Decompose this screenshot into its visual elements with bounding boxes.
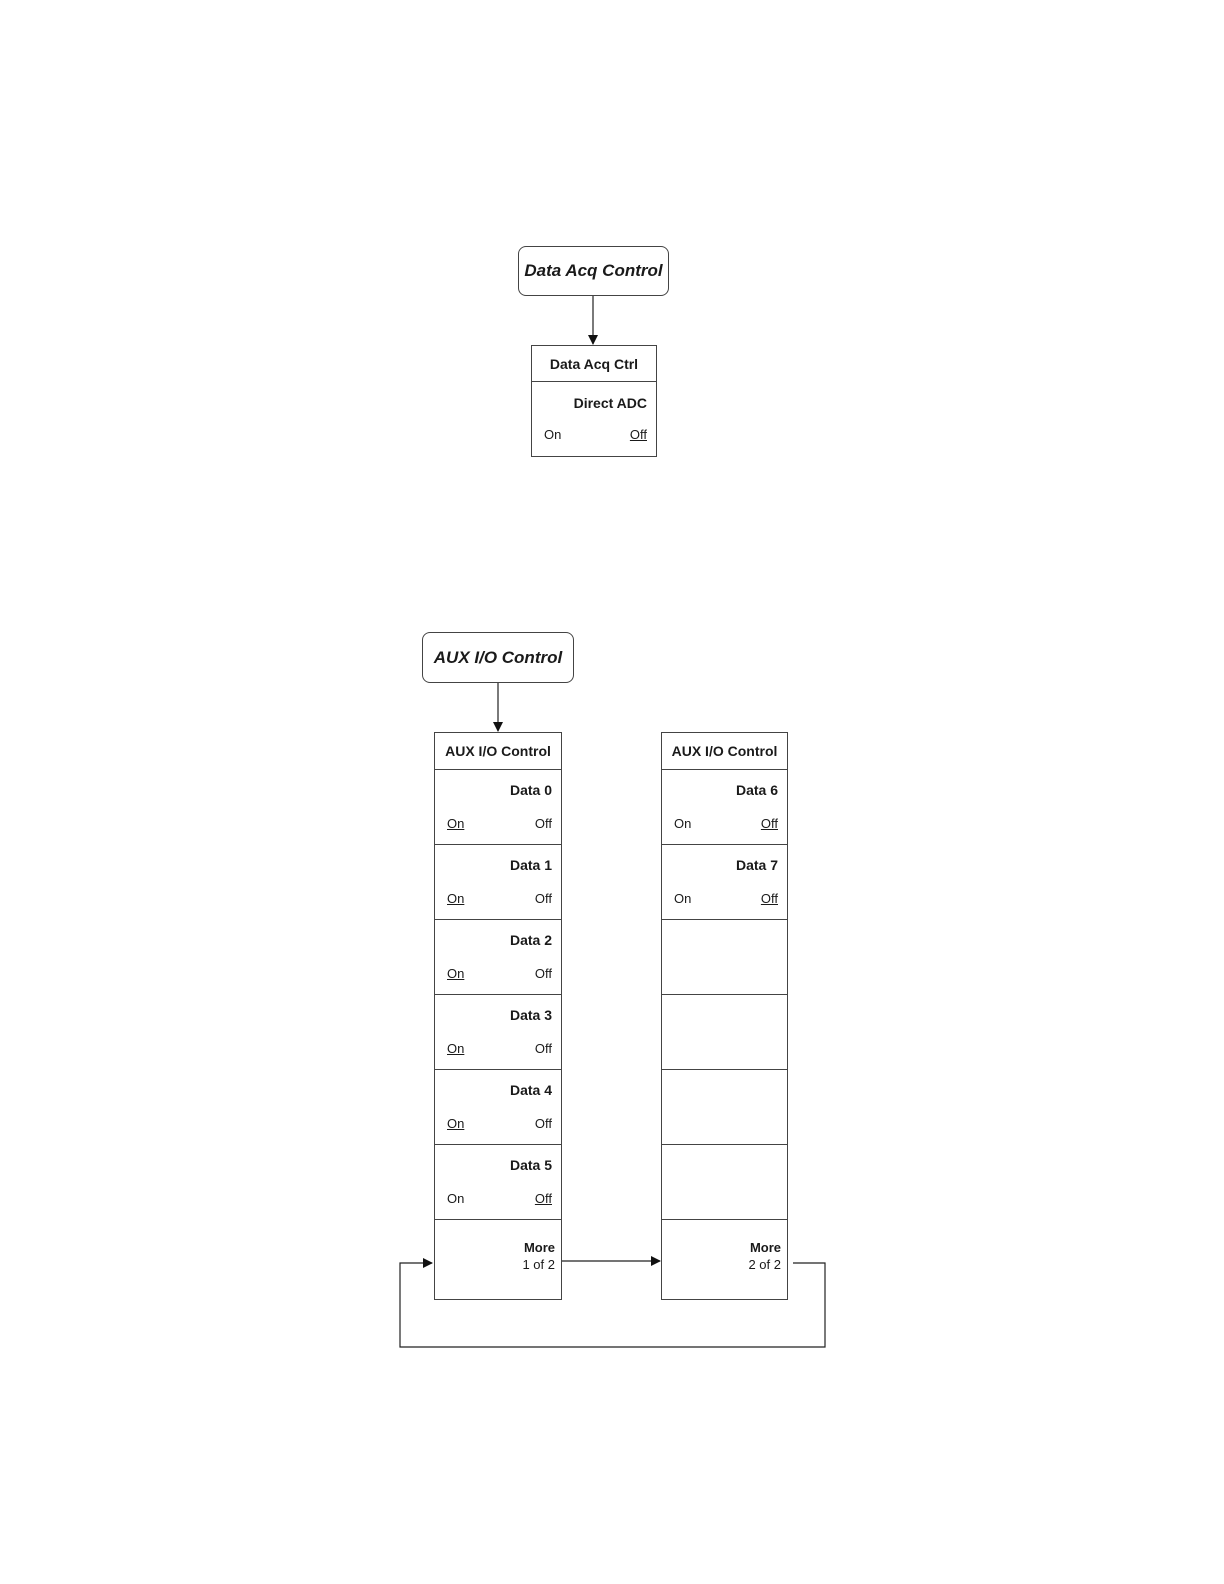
softkey-label: Data 4 [509, 1082, 552, 1098]
toggle-on-option: On [447, 1116, 465, 1131]
data-2-softkey[interactable] [435, 920, 561, 995]
data-acq-ctrl-menu [531, 345, 657, 457]
toggle-off-option: Off [534, 1191, 552, 1206]
toggle-off-option: Off [534, 1041, 552, 1056]
toggle-on-option: On [674, 816, 692, 831]
data-1-softkey[interactable] [435, 845, 561, 920]
toggle-on-option: On [447, 966, 465, 981]
menu-title: Data Acq Ctrl [532, 346, 656, 382]
toggle-off-option: Off [760, 816, 778, 831]
toggle-on-option: On [447, 816, 465, 831]
direct-adc-softkey[interactable] [532, 382, 656, 456]
softkey-label: Data 3 [509, 1007, 552, 1023]
softkey-label: Direct ADC [573, 395, 647, 411]
softkey-label: Data 0 [509, 782, 552, 798]
data-0-softkey[interactable] [435, 770, 561, 845]
toggle-on-option: On [447, 891, 465, 906]
more-page-indicator: 2 of 2 [748, 1257, 781, 1272]
more-softkey-page-2[interactable] [662, 1220, 787, 1295]
more-label: More [523, 1240, 555, 1255]
aux-io-control-key-label: AUX I/O Control [433, 647, 563, 667]
toggle-off-option: Off [534, 1116, 552, 1131]
menu-title: AUX I/O Control [662, 733, 787, 770]
data-3-softkey[interactable] [435, 995, 561, 1070]
toggle-off-option: Off [760, 891, 778, 906]
menu-title: AUX I/O Control [435, 733, 561, 770]
data-6-softkey[interactable] [662, 770, 787, 845]
data-5-softkey[interactable] [435, 1145, 561, 1220]
data-4-softkey[interactable] [435, 1070, 561, 1145]
toggle-off-option: Off [534, 816, 552, 831]
toggle-on-option: On [447, 1041, 465, 1056]
more-softkey-page-1[interactable] [435, 1220, 561, 1295]
data-acq-control-key-label: Data Acq Control [524, 261, 663, 280]
aux-io-control-key[interactable] [422, 632, 574, 683]
more-label: More [749, 1240, 781, 1255]
toggle-off-option: Off [534, 891, 552, 906]
aux-io-menu-page-2 [661, 732, 788, 1300]
toggle-on-option: On [447, 1191, 465, 1206]
blank-softkey[interactable] [662, 995, 787, 1070]
toggle-on-option: On [674, 891, 692, 906]
softkey-label: Data 6 [735, 782, 778, 798]
softkey-label: Data 7 [735, 857, 778, 873]
softkey-label: Data 5 [509, 1157, 552, 1173]
toggle-off-option: Off [534, 966, 552, 981]
toggle-on-option: On [544, 427, 562, 442]
more-page-indicator: 1 of 2 [522, 1257, 555, 1272]
blank-softkey[interactable] [662, 920, 787, 995]
aux-io-menu-page-1 [434, 732, 562, 1300]
data-7-softkey[interactable] [662, 845, 787, 920]
toggle-off-option: Off [629, 427, 647, 442]
blank-softkey[interactable] [662, 1145, 787, 1220]
softkey-label: Data 1 [509, 857, 552, 873]
data-acq-control-key[interactable] [518, 246, 669, 296]
blank-softkey[interactable] [662, 1070, 787, 1145]
softkey-label: Data 2 [509, 932, 552, 948]
